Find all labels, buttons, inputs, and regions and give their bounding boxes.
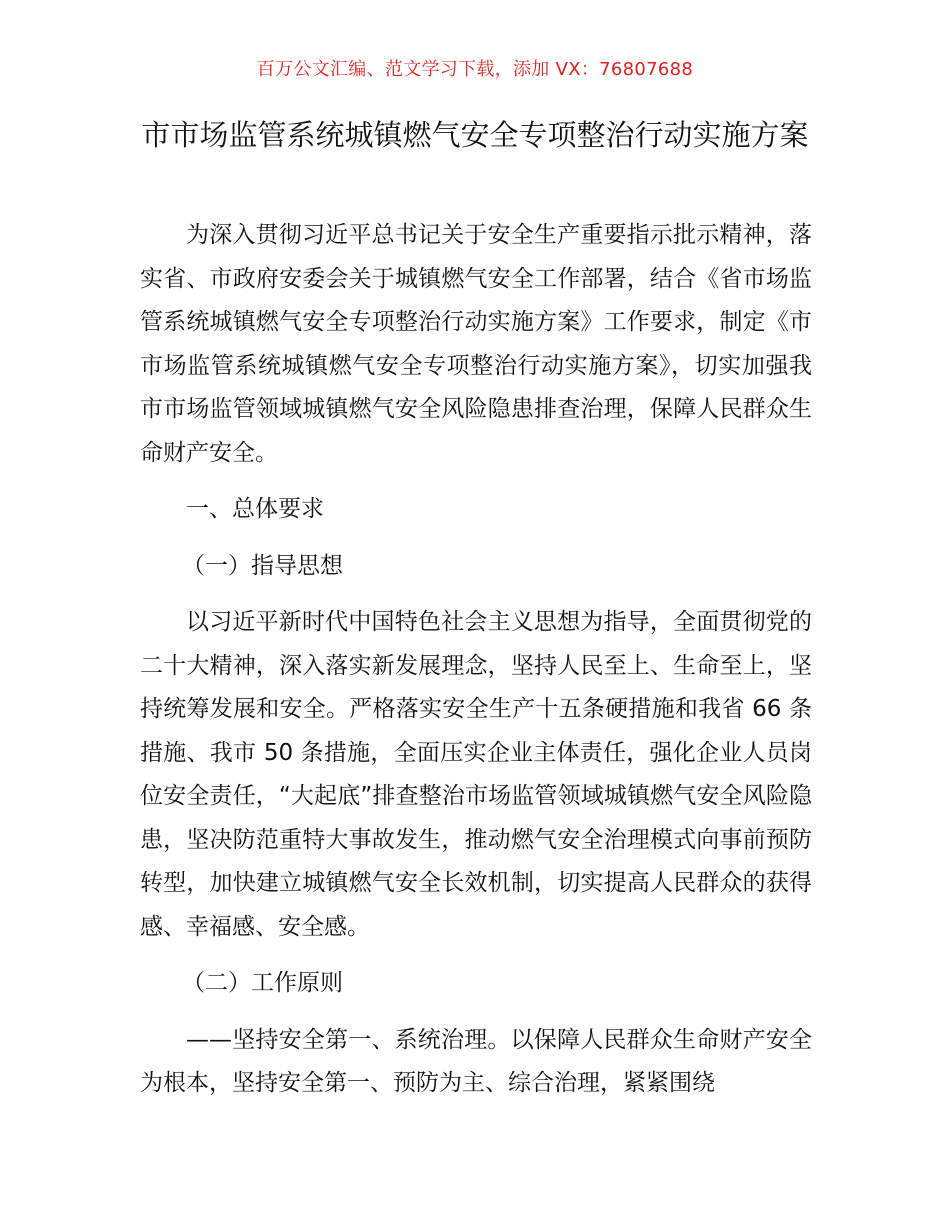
document-body [140,214,812,1119]
guiding-ideology-paragraph: 以习近平新时代中国特色社会主义思想为指导，全面贯彻党的二十大精神，深入落实新发展理念，坚持人民至上、生命至上，坚持统筹发展和安全。严格落实安全生产十五条硬措施和我省 66 条措施、我市 50 条措施，全面压实企业主体责任，强化企业人员岗位安全责任，“大起底”排查整治市场监管领域城镇燃气安全风险隐患，坚决防范重特大事故发生，推动燃气安全治理模式向事前预防转型，加快建立城镇燃气安全长效机制，切实提高人民群众的获得感、幸福感、安全感。 [140,609,812,940]
subsection-heading-work-principles: （二）工作原则 [182,970,343,996]
document-title: 市市场监管系统城镇燃气安全专项整治行动实施方案 [141,118,809,152]
intro-paragraph: 为深入贯彻习近平总书记关于安全生产重要指示批示精神，落实省、市政府安委会关于城镇燃气安全工作部署，结合《省市场监管系统城镇燃气安全专项整治行动实施方案》工作要求，制定《市市场监管系统城镇燃气安全专项整治行动实施方案》，切实加强我市市场监管领域城镇燃气安全风险隐患排查治理，保障人民群众生命财产安全。 [140,222,812,466]
subsection-heading-guiding-ideology: （一）指导思想 [182,552,343,579]
header-banner: 百万公文汇编、范文学习下载，添加 VX：76807688 [256,59,694,80]
section-heading-general-requirements: 一、总体要求 [186,496,324,522]
principle-paragraph: ——坚持安全第一、系统治理。以保障人民群众生命财产安全为根本，坚持安全第一、预防为主、综合治理，紧紧围绕 [140,1026,812,1096]
